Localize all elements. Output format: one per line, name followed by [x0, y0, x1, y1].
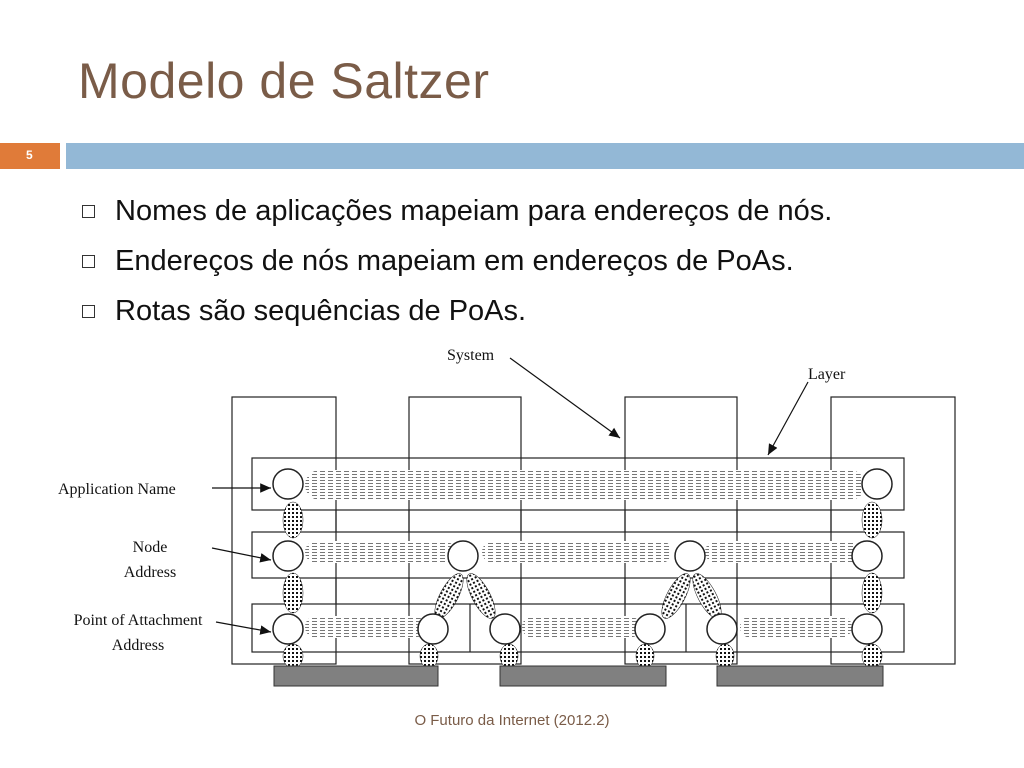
slide-title: Modelo de Saltzer	[78, 53, 490, 109]
bullet-item	[82, 286, 832, 336]
bullet-square-icon	[82, 305, 95, 318]
system-label: System	[447, 347, 495, 364]
node-address-label-line2: Address	[123, 564, 177, 581]
node-address-node	[448, 541, 478, 571]
node-comm-path	[305, 541, 455, 563]
physical-link	[500, 666, 666, 686]
bullet-square-icon	[82, 205, 95, 218]
app-name-node	[273, 469, 303, 499]
bullet-square-icon	[82, 255, 95, 268]
poa-node	[635, 614, 665, 644]
poa-node	[273, 614, 303, 644]
app-name-node	[862, 469, 892, 499]
node-comm-path	[482, 541, 672, 563]
application-name-label: Application Name	[58, 481, 176, 498]
saltzer-diagram	[0, 330, 1024, 700]
poa-comm-path	[305, 616, 425, 638]
poa-node	[852, 614, 882, 644]
layer-label: Layer	[808, 366, 846, 383]
physical-link	[717, 666, 883, 686]
bullet-text: Endereços de nós mapeiam em endereços de PoAs.	[115, 244, 794, 277]
footer-text: O Futuro da Internet (2012.2)	[414, 712, 610, 729]
poa-node	[707, 614, 737, 644]
bullet-list	[82, 186, 832, 336]
bullet-text: Nomes de aplicações mapeiam para endereços de nós.	[115, 194, 833, 227]
node-address-node	[852, 541, 882, 571]
node-comm-path	[705, 541, 860, 563]
header-bar	[66, 143, 1024, 169]
poa-comm-path	[740, 616, 852, 638]
poa-label-line1: Point of Attachment	[73, 612, 203, 629]
node-address-label-line1: Node	[132, 539, 168, 556]
bullet-item	[82, 186, 832, 236]
poa-label-line2: Address	[111, 637, 165, 654]
poa-node	[490, 614, 520, 644]
bullet-text: Rotas são sequências de PoAs.	[115, 294, 527, 327]
node-address-node	[273, 541, 303, 571]
app-comm-path	[305, 470, 865, 500]
slide-number: 5	[0, 143, 60, 169]
bullet-item	[82, 236, 832, 286]
poa-node	[418, 614, 448, 644]
node-address-node	[675, 541, 705, 571]
poa-comm-path	[522, 616, 640, 638]
physical-link	[274, 666, 438, 686]
